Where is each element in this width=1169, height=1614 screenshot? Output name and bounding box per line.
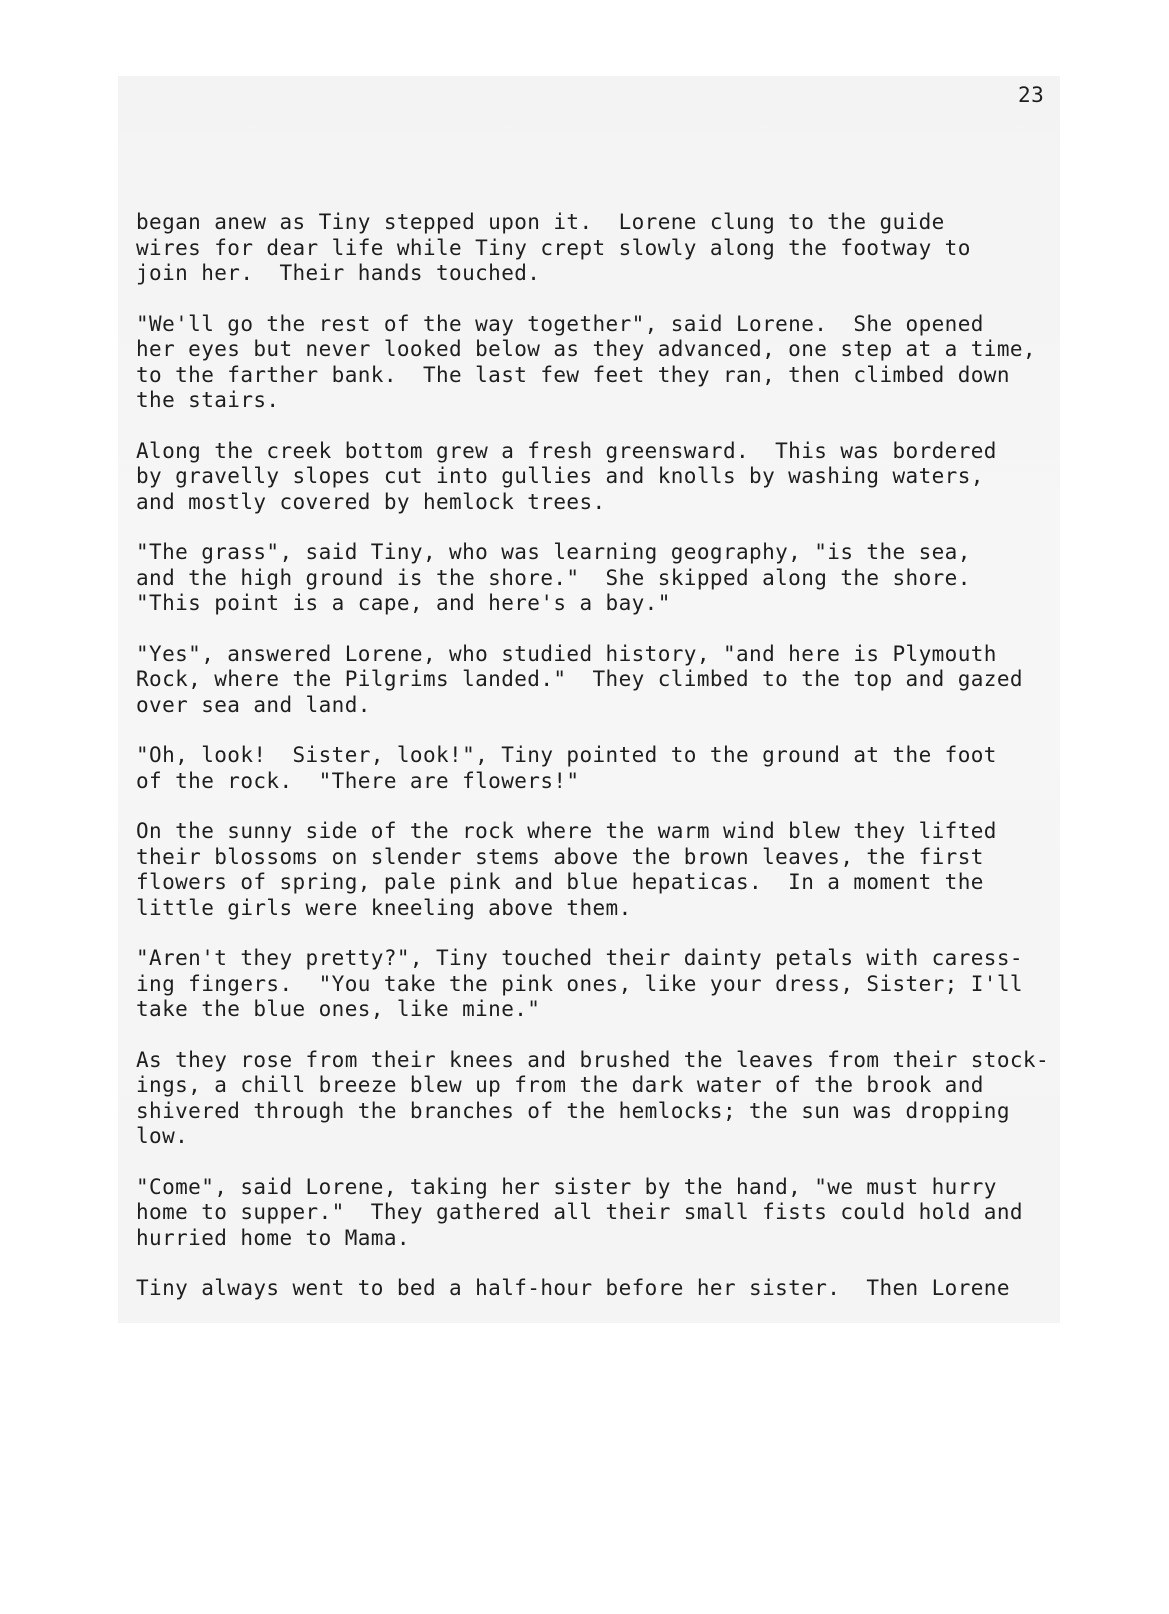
text-line: ings, a chill breeze blew up from the dark water of the brook and bbox=[136, 1073, 984, 1097]
paragraph bbox=[136, 819, 1036, 921]
text-line: flowers of spring, pale pink and blue hepaticas. In a moment the bbox=[136, 870, 984, 894]
text-line: "Aren't they pretty?", Tiny touched their dainty petals with caress- bbox=[136, 946, 1023, 970]
text-line: As they rose from their knees and brushed the leaves from their stock- bbox=[136, 1047, 1050, 1072]
text-line: "Come", said Lorene, taking her sister by the hand, "we must hurry bbox=[136, 1174, 997, 1199]
paragraph bbox=[136, 439, 1036, 516]
text-line: "Yes", answered Lorene, who studied history, "and here is Plymouth bbox=[136, 641, 997, 666]
paragraph bbox=[136, 743, 1036, 794]
text-line: "Oh, look! Sister, look!", Tiny pointed to the ground at the foot bbox=[136, 743, 997, 767]
text-line: Tiny always went to bed a half-hour before her sister. Then Lorene bbox=[136, 1276, 1010, 1300]
paragraph bbox=[136, 642, 1036, 719]
text-line: Along the creek bottom grew a fresh greensward. This was bordered bbox=[136, 438, 997, 463]
page-number: 23 bbox=[1018, 83, 1045, 107]
text-line: her eyes but never looked below as they advanced, one step at a time, bbox=[136, 337, 1036, 361]
paragraph bbox=[136, 1047, 1050, 1150]
paragraph bbox=[136, 540, 1036, 617]
text-line: the stairs. bbox=[136, 388, 280, 412]
paragraph bbox=[136, 1276, 1036, 1302]
text-line: On the sunny side of the rock where the warm wind blew they lifted bbox=[136, 819, 997, 843]
paragraph bbox=[136, 312, 1036, 414]
body-text bbox=[136, 210, 1050, 1327]
text-line: and mostly covered by hemlock trees. bbox=[136, 489, 606, 514]
text-line: of the rock. "There are flowers!" bbox=[136, 768, 580, 793]
text-line: shivered through the branches of the hemlocks; the sun was dropping bbox=[136, 1098, 1010, 1123]
text-line: over sea and land. bbox=[136, 692, 371, 717]
text-line: low. bbox=[136, 1124, 189, 1148]
text-line: their blossoms on slender stems above the brown leaves, the first bbox=[136, 844, 984, 869]
text-line: join her. Their hands touched. bbox=[136, 261, 541, 285]
text-line: take the blue ones, like mine." bbox=[136, 997, 541, 1021]
text-line: "The grass", said Tiny, who was learning geography, "is the sea, bbox=[136, 540, 971, 564]
text-line: hurried home to Mama. bbox=[136, 1225, 410, 1250]
paragraph bbox=[136, 210, 1036, 287]
text-line: wires for dear life while Tiny crept slowly along the footway to bbox=[136, 235, 971, 260]
text-line: Rock, where the Pilgrims landed." They climbed to the top and gazed bbox=[136, 667, 1023, 691]
text-line: and the high ground is the shore." She skipped along the shore. bbox=[136, 565, 971, 590]
text-line: "This point is a cape, and here's a bay." bbox=[136, 591, 671, 615]
paragraph bbox=[136, 946, 1036, 1023]
text-line: to the farther bank. The last few feet they ran, then climbed down bbox=[136, 362, 1010, 387]
text-line: home to supper." They gathered all their small fists could hold and bbox=[136, 1200, 1023, 1224]
text-line: by gravelly slopes cut into gullies and knolls by washing waters, bbox=[136, 464, 984, 488]
text-line: "We'll go the rest of the way together", said Lorene. She opened bbox=[136, 311, 984, 336]
text-line: ing fingers. "You take the pink ones, like your dress, Sister; I'll bbox=[136, 971, 1023, 996]
paragraph bbox=[136, 1175, 1036, 1252]
text-line: began anew as Tiny stepped upon it. Lorene clung to the guide bbox=[136, 210, 945, 234]
text-line: little girls were kneeling above them. bbox=[136, 895, 632, 920]
